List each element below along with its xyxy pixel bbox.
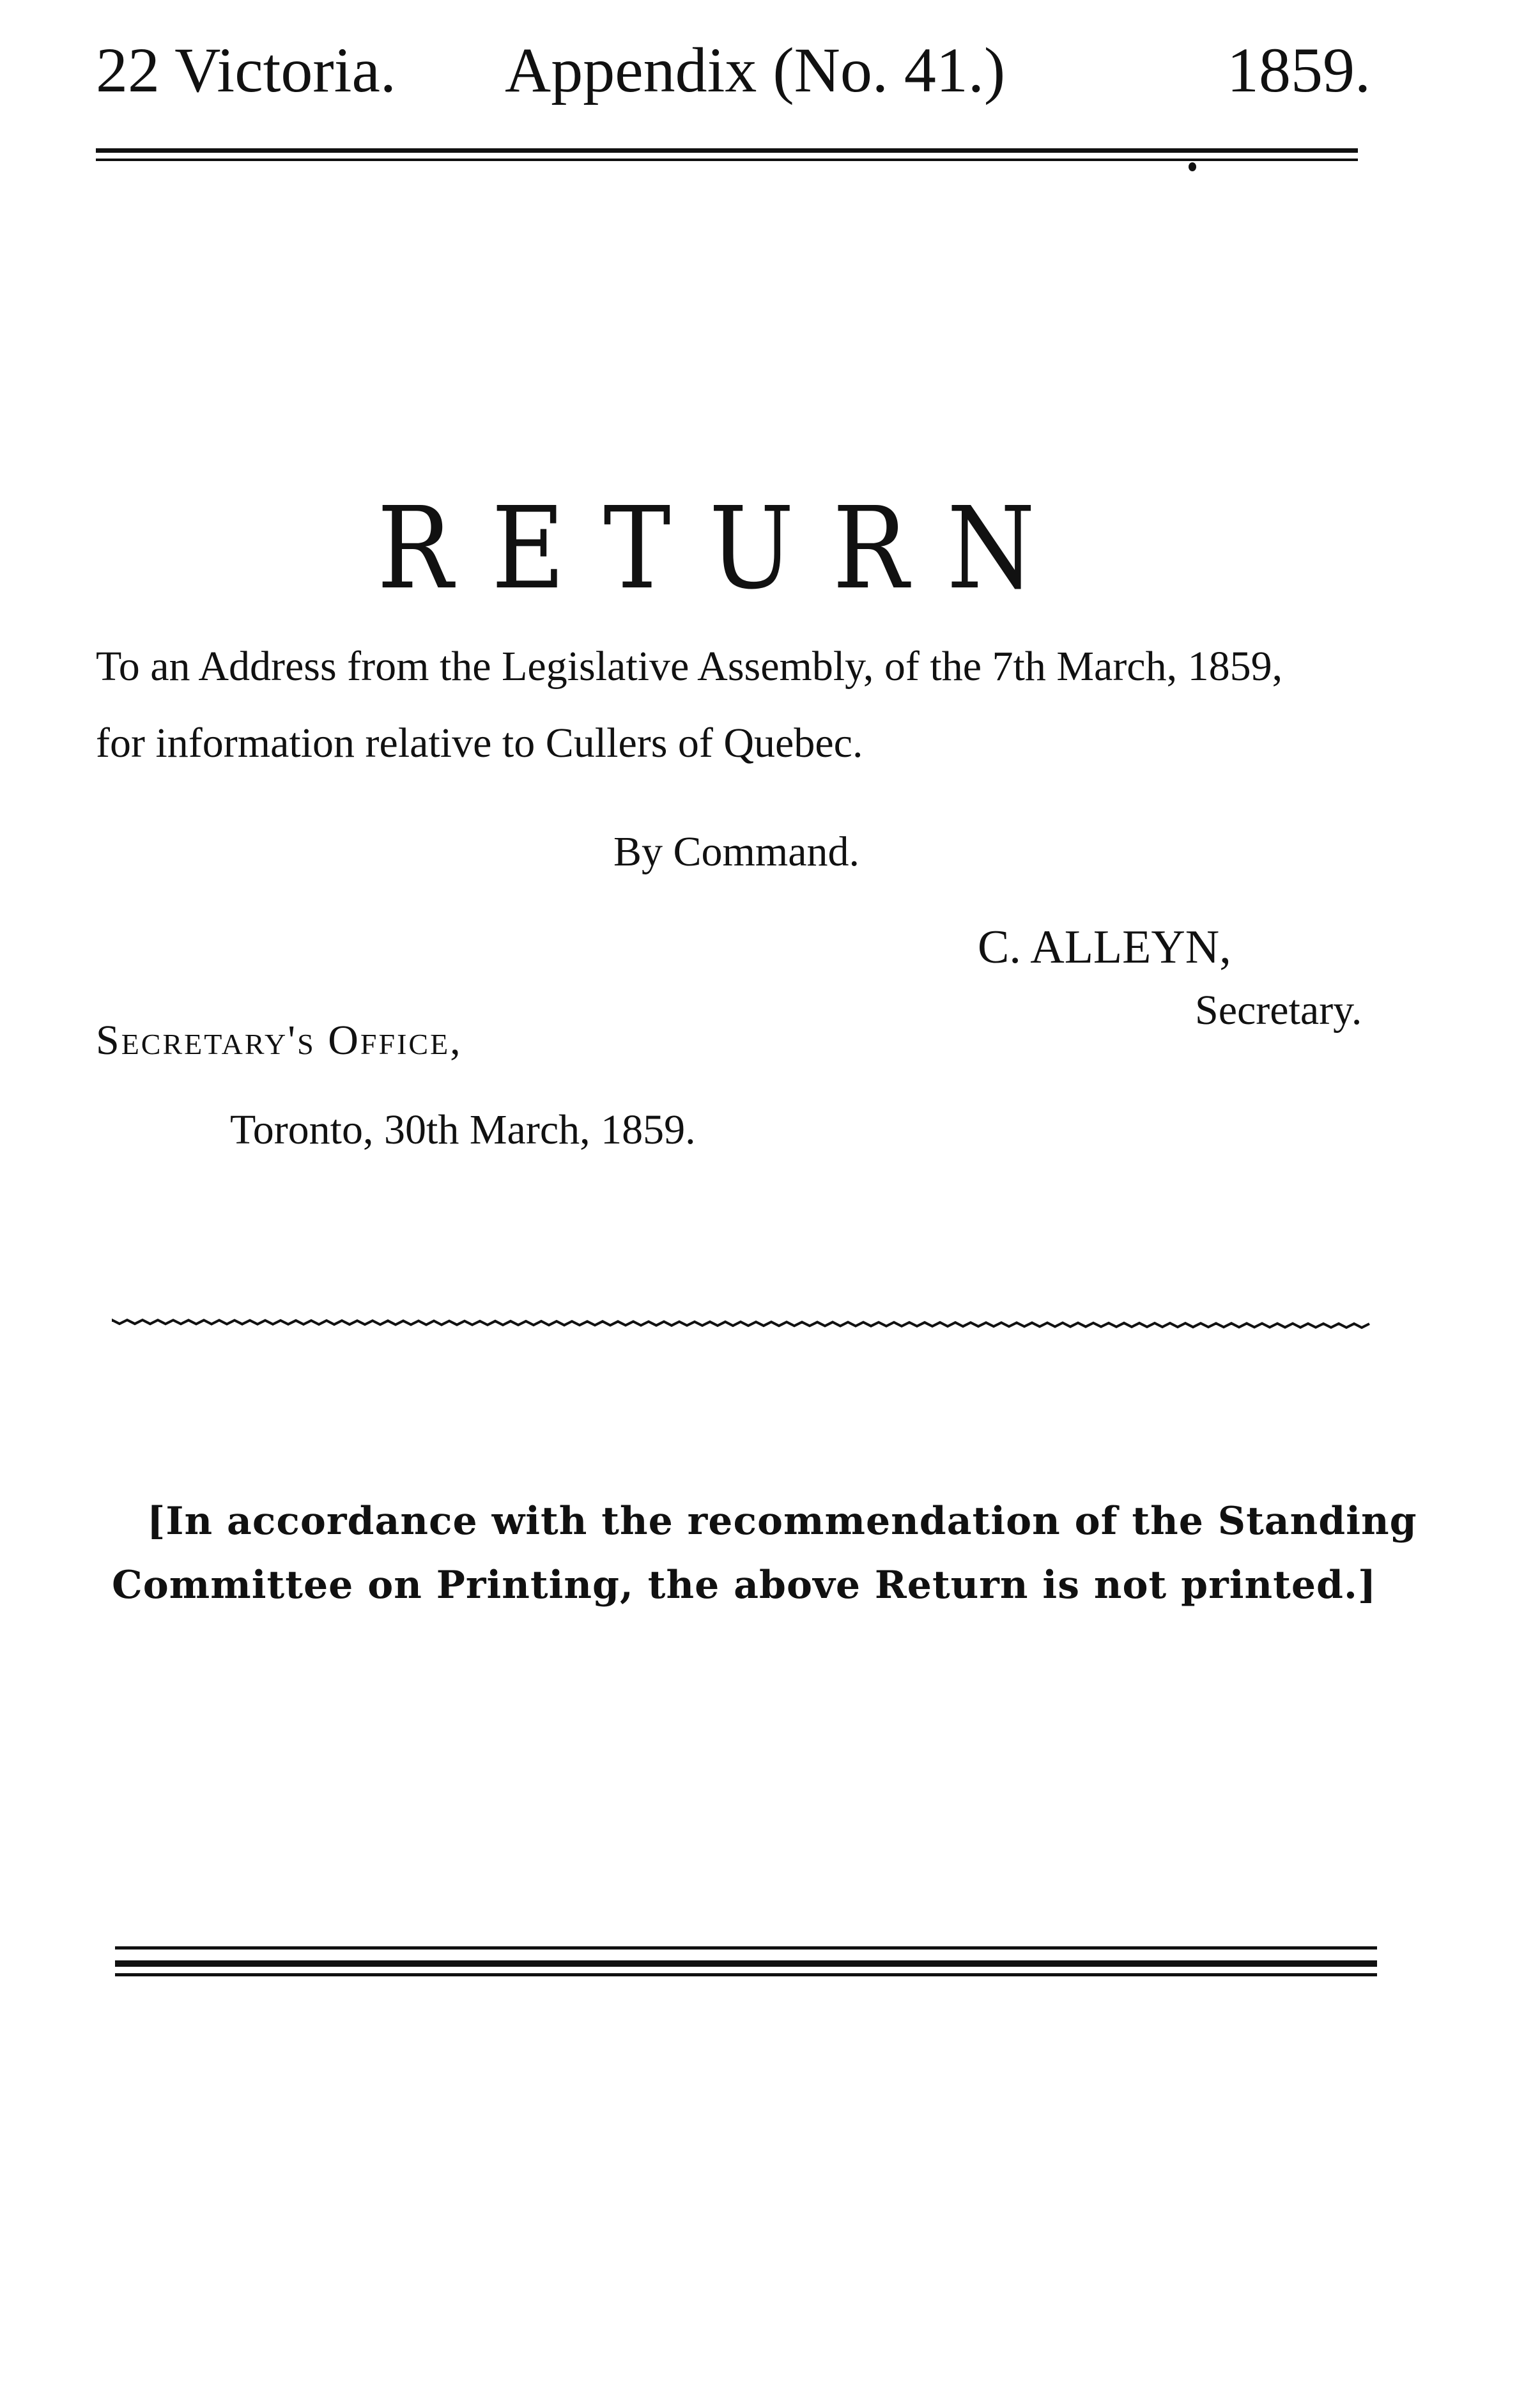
footer-rule [115,1946,1377,1985]
document-title: RETURN [376,483,1074,615]
by-command: By Command. [613,828,860,875]
office-name: Secretary's Office, [96,1017,463,1064]
header-year: 1859. [1227,35,1371,105]
note-line-1: [In accordance with the recommendation of the Standing [147,1499,1417,1544]
header-session: 22 Victoria. [96,35,396,105]
signatory-name: C. ALLEYN, [978,921,1231,973]
header-rule [96,148,1358,174]
wavy-divider [112,1310,1371,1336]
header-appendix: Appendix (No. 41.) [505,35,1006,105]
address-line-2: for information relative to Cullers of Quebec. [96,720,863,766]
address-line-1: To an Address from the Legislative Assembly, of the 7th March, 1859, [96,643,1283,690]
signatory-title: Secretary. [1195,987,1362,1034]
office-place-date: Toronto, 30th March, 1859. [230,1106,696,1153]
note-line-2: Committee on Printing, the above Return is not printed.] [112,1563,1377,1608]
